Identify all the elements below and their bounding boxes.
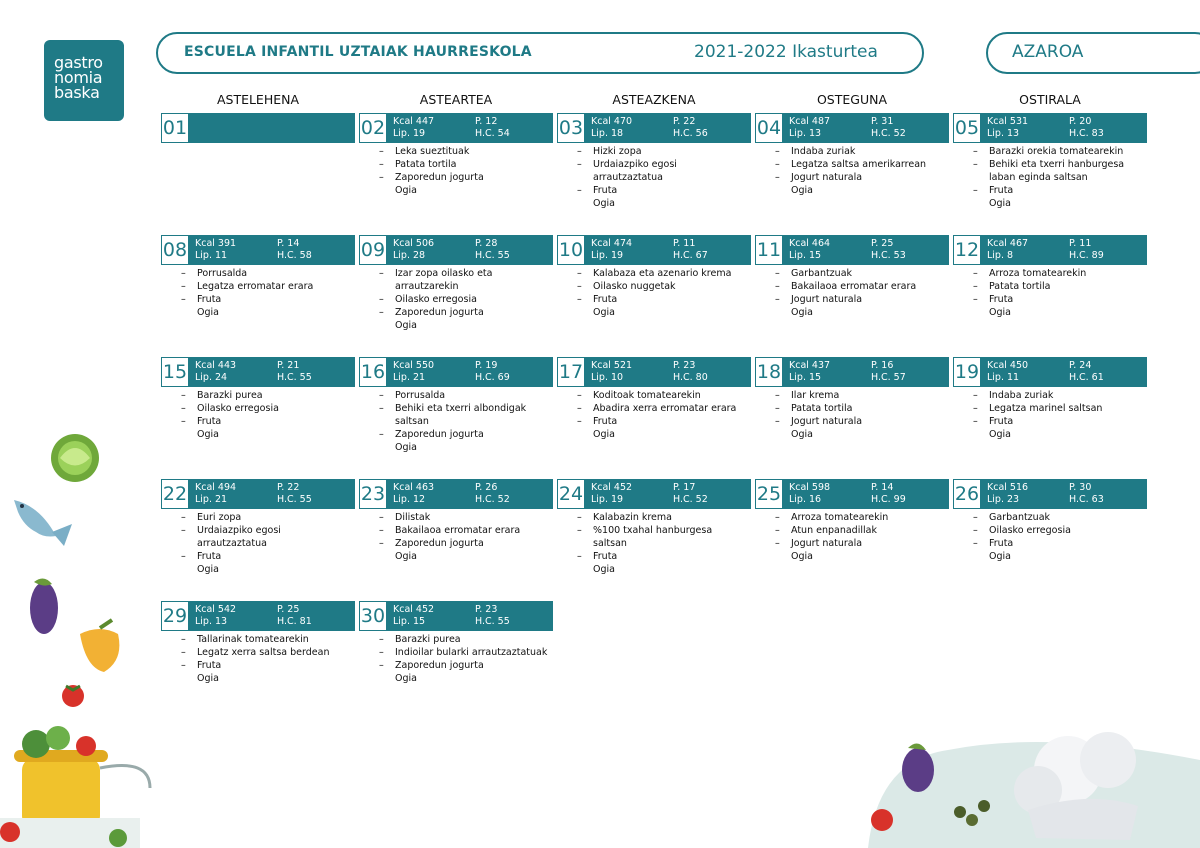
menu-item: – Legatz xerra saltsa berdean: [181, 646, 355, 659]
menu-item: Ogia: [989, 198, 1011, 209]
menu-item: – Kalabaza eta azenario krema: [577, 267, 751, 280]
menu-item: – Jogurt naturala: [775, 415, 949, 428]
protein-value: P. 25: [871, 238, 894, 249]
nutrition-bar: [755, 357, 949, 387]
menu-item: – Fruta: [577, 293, 751, 306]
menu-item: – Fruta: [181, 293, 355, 306]
day-menu-card: [161, 113, 355, 145]
menu-item: – Tallarinak tomatearekin: [181, 633, 355, 646]
menu-list: [557, 145, 751, 210]
menu-item: – Legatza erromatar erara: [181, 280, 355, 293]
menu-item: – Zaporedun jogurta: [379, 428, 553, 441]
menu-item: – Porrusalda: [181, 267, 355, 280]
school-name: ESCUELA INFANTIL UZTAIAK HAURRESKOLA: [184, 44, 532, 60]
kcal-value: Kcal 447: [393, 116, 435, 127]
carbs-value: H.C. 52: [871, 128, 906, 139]
menu-list: [161, 511, 355, 576]
logo-line-2: nomia: [54, 68, 103, 87]
nutrition-bar: [359, 113, 553, 143]
protein-value: P. 28: [475, 238, 498, 249]
lipid-value: Lip. 13: [195, 616, 228, 627]
day-menu-card: [359, 235, 553, 332]
logo-line-3: baska: [54, 83, 100, 102]
lipid-value: Lip. 24: [195, 372, 228, 383]
protein-value: P. 17: [673, 482, 696, 493]
menu-item: – Oilasko erregosia: [973, 524, 1147, 537]
day-number: 23: [359, 479, 387, 509]
menu-item: – Koditoak tomatearekin: [577, 389, 751, 402]
kcal-value: Kcal 470: [591, 116, 633, 127]
menu-item: – Patata tortila: [379, 158, 553, 171]
lipid-value: Lip. 21: [195, 494, 228, 505]
nutrition-bar: [359, 601, 553, 631]
protein-value: P. 25: [277, 604, 300, 615]
menu-item: – Indioilar bularki arrautzaztatuak: [379, 646, 553, 659]
cooking-pot-icon: [0, 726, 150, 848]
day-number: 08: [161, 235, 189, 265]
day-number: 29: [161, 601, 189, 631]
menu-item: Ogia: [395, 551, 417, 562]
day-number: 18: [755, 357, 783, 387]
menu-item: – Arroza tomatearekin: [973, 267, 1147, 280]
menu-item: – Indaba zuriak: [775, 145, 949, 158]
lipid-value: Lip. 15: [789, 372, 822, 383]
carbs-value: H.C. 55: [277, 372, 312, 383]
day-number: 22: [161, 479, 189, 509]
protein-value: P. 11: [673, 238, 696, 249]
eggplant-icon: [902, 743, 934, 792]
protein-value: P. 30: [1069, 482, 1092, 493]
menu-item: – Dilistak: [379, 511, 553, 524]
lipid-value: Lip. 28: [393, 250, 426, 261]
protein-value: P. 19: [475, 360, 498, 371]
menu-item: Ogia: [395, 185, 417, 196]
menu-list: [755, 267, 949, 319]
menu-item: – Izar zopa oilasko eta: [379, 267, 553, 280]
menu-list: [755, 389, 949, 441]
day-number: 24: [557, 479, 585, 509]
day-header-thursday: OSTEGUNA: [816, 92, 888, 107]
menu-item: saltsan: [395, 416, 429, 427]
day-menu-card: [755, 479, 949, 563]
month-header: [986, 32, 1200, 74]
menu-item: Ogia: [197, 307, 219, 318]
day-menu-card: [359, 479, 553, 563]
nutrition-bar: [359, 357, 553, 387]
kcal-value: Kcal 550: [393, 360, 435, 371]
day-menu-card: [953, 113, 1147, 210]
menu-list: [755, 145, 949, 197]
menu-item: – Fruta: [577, 550, 751, 563]
carbs-value: H.C. 52: [475, 494, 510, 505]
day-menu-card: [557, 113, 751, 210]
menu-item: – Fruta: [181, 415, 355, 428]
menu-list: [359, 145, 553, 197]
nutrition-bar: [359, 235, 553, 265]
lipid-value: Lip. 13: [789, 128, 822, 139]
menu-item: Ogia: [791, 307, 813, 318]
protein-value: P. 21: [277, 360, 300, 371]
day-menu-card: [359, 601, 553, 685]
protein-value: P. 14: [277, 238, 300, 249]
menu-item: Ogia: [791, 551, 813, 562]
menu-item: Ogia: [593, 198, 615, 209]
month-label: AZAROA: [1012, 42, 1084, 62]
lipid-value: Lip. 21: [393, 372, 426, 383]
menu-item: saltsan: [593, 538, 627, 549]
day-header-friday: OSTIRALA: [1019, 92, 1081, 107]
cabbage-icon: [51, 434, 99, 482]
menu-item: Ogia: [197, 429, 219, 440]
kcal-value: Kcal 452: [591, 482, 633, 493]
carbs-value: H.C. 54: [475, 128, 510, 139]
menu-item: – Urdaiazpiko egosi: [577, 158, 751, 171]
day-menu-card: [755, 357, 949, 441]
lipid-value: Lip. 19: [591, 250, 624, 261]
day-menu-card: [161, 235, 355, 319]
menu-item: – Barazki purea: [181, 389, 355, 402]
menu-item: – Ilar krema: [775, 389, 949, 402]
nutrition-bar: [953, 479, 1147, 509]
kcal-value: Kcal 516: [987, 482, 1029, 493]
day-number: 04: [755, 113, 783, 143]
menu-item: – Arroza tomatearekin: [775, 511, 949, 524]
day-number: 25: [755, 479, 783, 509]
day-number: 17: [557, 357, 585, 387]
menu-item: – Hizki zopa: [577, 145, 751, 158]
day-menu-card: [161, 479, 355, 576]
menu-item: – Fruta: [181, 659, 355, 672]
menu-item: Ogia: [593, 307, 615, 318]
protein-value: P. 22: [277, 482, 300, 493]
menu-item: – Oilasko erregosia: [181, 402, 355, 415]
nutrition-bar: [557, 235, 751, 265]
menu-item: – Zaporedun jogurta: [379, 537, 553, 550]
menu-item: – %100 txahal hanburgesa: [577, 524, 751, 537]
menu-item: – Indaba zuriak: [973, 389, 1147, 402]
kcal-value: Kcal 487: [789, 116, 831, 127]
menu-list: [953, 389, 1147, 441]
menu-item: – Patata tortila: [973, 280, 1147, 293]
nutrition-bar: [359, 479, 553, 509]
menu-item: Ogia: [593, 564, 615, 575]
kcal-value: Kcal 450: [987, 360, 1029, 371]
menu-item: – Barazki orekia tomatearekin: [973, 145, 1147, 158]
menu-item: – Jogurt naturala: [775, 537, 949, 550]
menu-item: – Zaporedun jogurta: [379, 171, 553, 184]
lipid-value: Lip. 12: [393, 494, 426, 505]
school-year: 2021-2022 Ikasturtea: [694, 42, 878, 62]
menu-item: Ogia: [989, 429, 1011, 440]
menu-item: – Jogurt naturala: [775, 171, 949, 184]
menu-item: – Fruta: [973, 415, 1147, 428]
day-menu-card: [953, 235, 1147, 319]
protein-value: P. 12: [475, 116, 498, 127]
menu-item: – Leka sueztituak: [379, 145, 553, 158]
carbs-value: H.C. 55: [277, 494, 312, 505]
nutrition-bar: [953, 113, 1147, 143]
nutrition-bar: [755, 235, 949, 265]
kcal-value: Kcal 542: [195, 604, 237, 615]
tomato-icon: [62, 685, 84, 707]
lipid-value: Lip. 18: [591, 128, 624, 139]
menu-item: – Patata tortila: [775, 402, 949, 415]
menu-item: Ogia: [395, 442, 417, 453]
day-menu-card: [557, 357, 751, 441]
lipid-value: Lip. 13: [987, 128, 1020, 139]
carbs-value: H.C. 81: [277, 616, 312, 627]
day-header-tuesday: ASTEARTEA: [419, 92, 493, 107]
lipid-value: Lip. 11: [195, 250, 228, 261]
day-header-wednesday: ASTEAZKENA: [612, 92, 696, 107]
menu-item: – Fruta: [973, 293, 1147, 306]
day-number: 02: [359, 113, 387, 143]
menu-item: – Euri zopa: [181, 511, 355, 524]
menu-item: Ogia: [989, 307, 1011, 318]
lipid-value: Lip. 19: [393, 128, 426, 139]
nutrition-bar: [161, 479, 355, 509]
menu-list: [359, 633, 553, 685]
menu-item: – Behiki eta txerri albondigak: [379, 402, 553, 415]
day-header-monday: ASTELEHENA: [216, 92, 300, 107]
carbs-value: H.C. 53: [871, 250, 906, 261]
day-menu-card: [161, 601, 355, 685]
day-number: 19: [953, 357, 981, 387]
carbs-value: H.C. 61: [1069, 372, 1104, 383]
menu-list: [161, 267, 355, 319]
menu-item: – Garbantzuak: [775, 267, 949, 280]
menu-item: – Barazki purea: [379, 633, 553, 646]
menu-list: [359, 511, 553, 563]
nutrition-bar: [557, 113, 751, 143]
day-number: 10: [557, 235, 585, 265]
menu-item: Ogia: [197, 673, 219, 684]
kcal-value: Kcal 463: [393, 482, 435, 493]
kcal-value: Kcal 391: [195, 238, 237, 249]
menu-list: [161, 633, 355, 685]
menu-item: – Zaporedun jogurta: [379, 306, 553, 319]
carbs-value: H.C. 83: [1069, 128, 1104, 139]
carbs-value: H.C. 58: [277, 250, 312, 261]
menu-item: – Atun enpanadillak: [775, 524, 949, 537]
nutrition-bar: [755, 479, 949, 509]
menu-item: arrautzarekin: [395, 281, 459, 292]
lipid-value: Lip. 11: [987, 372, 1020, 383]
protein-value: P. 16: [871, 360, 894, 371]
carbs-value: H.C. 55: [475, 250, 510, 261]
fish-icon: [14, 500, 72, 546]
lipid-value: Lip. 15: [393, 616, 426, 627]
carbs-value: H.C. 69: [475, 372, 510, 383]
eggplant-icon: [30, 578, 58, 634]
kcal-value: Kcal 437: [789, 360, 831, 371]
menu-item: Ogia: [593, 429, 615, 440]
day-number: 30: [359, 601, 387, 631]
menu-item: – Legatza saltsa amerikarrean: [775, 158, 949, 171]
protein-value: P. 23: [475, 604, 498, 615]
lipid-value: Lip. 16: [789, 494, 822, 505]
menu-item: – Kalabazin krema: [577, 511, 751, 524]
menu-item: – Abadira xerra erromatar erara: [577, 402, 751, 415]
kcal-value: Kcal 474: [591, 238, 633, 249]
day-number: 16: [359, 357, 387, 387]
menu-item: – Bakailaoa erromatar erara: [775, 280, 949, 293]
protein-value: P. 23: [673, 360, 696, 371]
day-menu-card: [755, 113, 949, 197]
protein-value: P. 31: [871, 116, 894, 127]
menu-item: – Oilasko nuggetak: [577, 280, 751, 293]
kcal-value: Kcal 464: [789, 238, 831, 249]
lipid-value: Lip. 10: [591, 372, 624, 383]
day-menu-card: [557, 479, 751, 576]
gastronomia-baska-logo: [44, 40, 124, 121]
kcal-value: Kcal 452: [393, 604, 435, 615]
menu-list: [161, 389, 355, 441]
menu-item: – Fruta: [577, 415, 751, 428]
day-number: 12: [953, 235, 981, 265]
menu-list: [953, 267, 1147, 319]
carbs-value: H.C. 56: [673, 128, 708, 139]
nutrition-bar: [953, 357, 1147, 387]
tomato-icon: [871, 809, 893, 831]
day-number: 26: [953, 479, 981, 509]
menu-item: Ogia: [791, 185, 813, 196]
carbs-value: H.C. 63: [1069, 494, 1104, 505]
day-number: 01: [161, 113, 189, 143]
carbs-value: H.C. 52: [673, 494, 708, 505]
menu-list: [359, 389, 553, 454]
menu-list: [557, 511, 751, 576]
menu-item: – Fruta: [577, 184, 751, 197]
kcal-value: Kcal 467: [987, 238, 1029, 249]
carbs-value: H.C. 57: [871, 372, 906, 383]
kcal-value: Kcal 531: [987, 116, 1029, 127]
menu-item: Ogia: [791, 429, 813, 440]
menu-item: – Fruta: [973, 184, 1147, 197]
kcal-value: Kcal 521: [591, 360, 633, 371]
kcal-value: Kcal 443: [195, 360, 237, 371]
protein-value: P. 26: [475, 482, 498, 493]
food-illustration: [0, 428, 160, 848]
lipid-value: Lip. 19: [591, 494, 624, 505]
menu-item: – Urdaiazpiko egosi: [181, 524, 355, 537]
menu-list: [755, 511, 949, 563]
menu-item: – Garbantzuak: [973, 511, 1147, 524]
protein-value: P. 20: [1069, 116, 1092, 127]
menu-item: – Jogurt naturala: [775, 293, 949, 306]
menu-list: [359, 267, 553, 332]
pepper-icon: [80, 620, 119, 672]
menu-item: Ogia: [197, 564, 219, 575]
nutrition-bar: [161, 357, 355, 387]
menu-item: – Zaporedun jogurta: [379, 659, 553, 672]
menu-list: [557, 389, 751, 441]
day-menu-card: [359, 113, 553, 197]
carbs-value: H.C. 99: [871, 494, 906, 505]
day-menu-card: [953, 357, 1147, 441]
nutrition-bar: [557, 357, 751, 387]
lipid-value: Lip. 8: [987, 250, 1014, 261]
menu-item: laban eginda saltsan: [989, 172, 1088, 183]
menu-list: [557, 267, 751, 319]
menu-item: – Fruta: [973, 537, 1147, 550]
lipid-value: Lip. 23: [987, 494, 1020, 505]
day-menu-card: [359, 357, 553, 454]
day-number: 11: [755, 235, 783, 265]
kcal-value: Kcal 506: [393, 238, 435, 249]
protein-value: P. 14: [871, 482, 894, 493]
carbs-value: H.C. 67: [673, 250, 708, 261]
protein-value: P. 11: [1069, 238, 1092, 249]
day-number: 15: [161, 357, 189, 387]
menu-item: – Fruta: [181, 550, 355, 563]
menu-item: Ogia: [989, 551, 1011, 562]
day-menu-card: [755, 235, 949, 319]
kcal-value: Kcal 494: [195, 482, 237, 493]
carbs-value: H.C. 80: [673, 372, 708, 383]
logo-line-1: gastro: [54, 53, 103, 72]
school-header: [156, 32, 924, 74]
nutrition-bar: [557, 479, 751, 509]
chef-illustration: [868, 720, 1200, 848]
lipid-value: Lip. 15: [789, 250, 822, 261]
menu-item: arrautzaztatua: [593, 172, 663, 183]
day-menu-card: [161, 357, 355, 441]
kcal-value: Kcal 598: [789, 482, 831, 493]
day-menu-card: [557, 235, 751, 319]
nutrition-bar: [161, 113, 355, 143]
menu-item: arrautzaztatua: [197, 538, 267, 549]
nutrition-bar: [953, 235, 1147, 265]
menu-item: – Behiki eta txerri hanburgesa: [973, 158, 1147, 171]
menu-item: – Oilasko erregosia: [379, 293, 553, 306]
carbs-value: H.C. 89: [1069, 250, 1104, 261]
nutrition-bar: [161, 235, 355, 265]
menu-item: Ogia: [395, 673, 417, 684]
nutrition-bar: [161, 601, 355, 631]
menu-item: Ogia: [395, 320, 417, 331]
day-number: 03: [557, 113, 585, 143]
menu-item: – Bakailaoa erromatar erara: [379, 524, 553, 537]
carbs-value: H.C. 55: [475, 616, 510, 627]
protein-value: P. 24: [1069, 360, 1092, 371]
menu-item: – Legatza marinel saltsan: [973, 402, 1147, 415]
protein-value: P. 22: [673, 116, 696, 127]
menu-list: [953, 511, 1147, 563]
day-menu-card: [953, 479, 1147, 563]
nutrition-bar: [755, 113, 949, 143]
menu-list: [953, 145, 1147, 210]
menu-item: – Porrusalda: [379, 389, 553, 402]
day-number: 05: [953, 113, 981, 143]
day-number: 09: [359, 235, 387, 265]
